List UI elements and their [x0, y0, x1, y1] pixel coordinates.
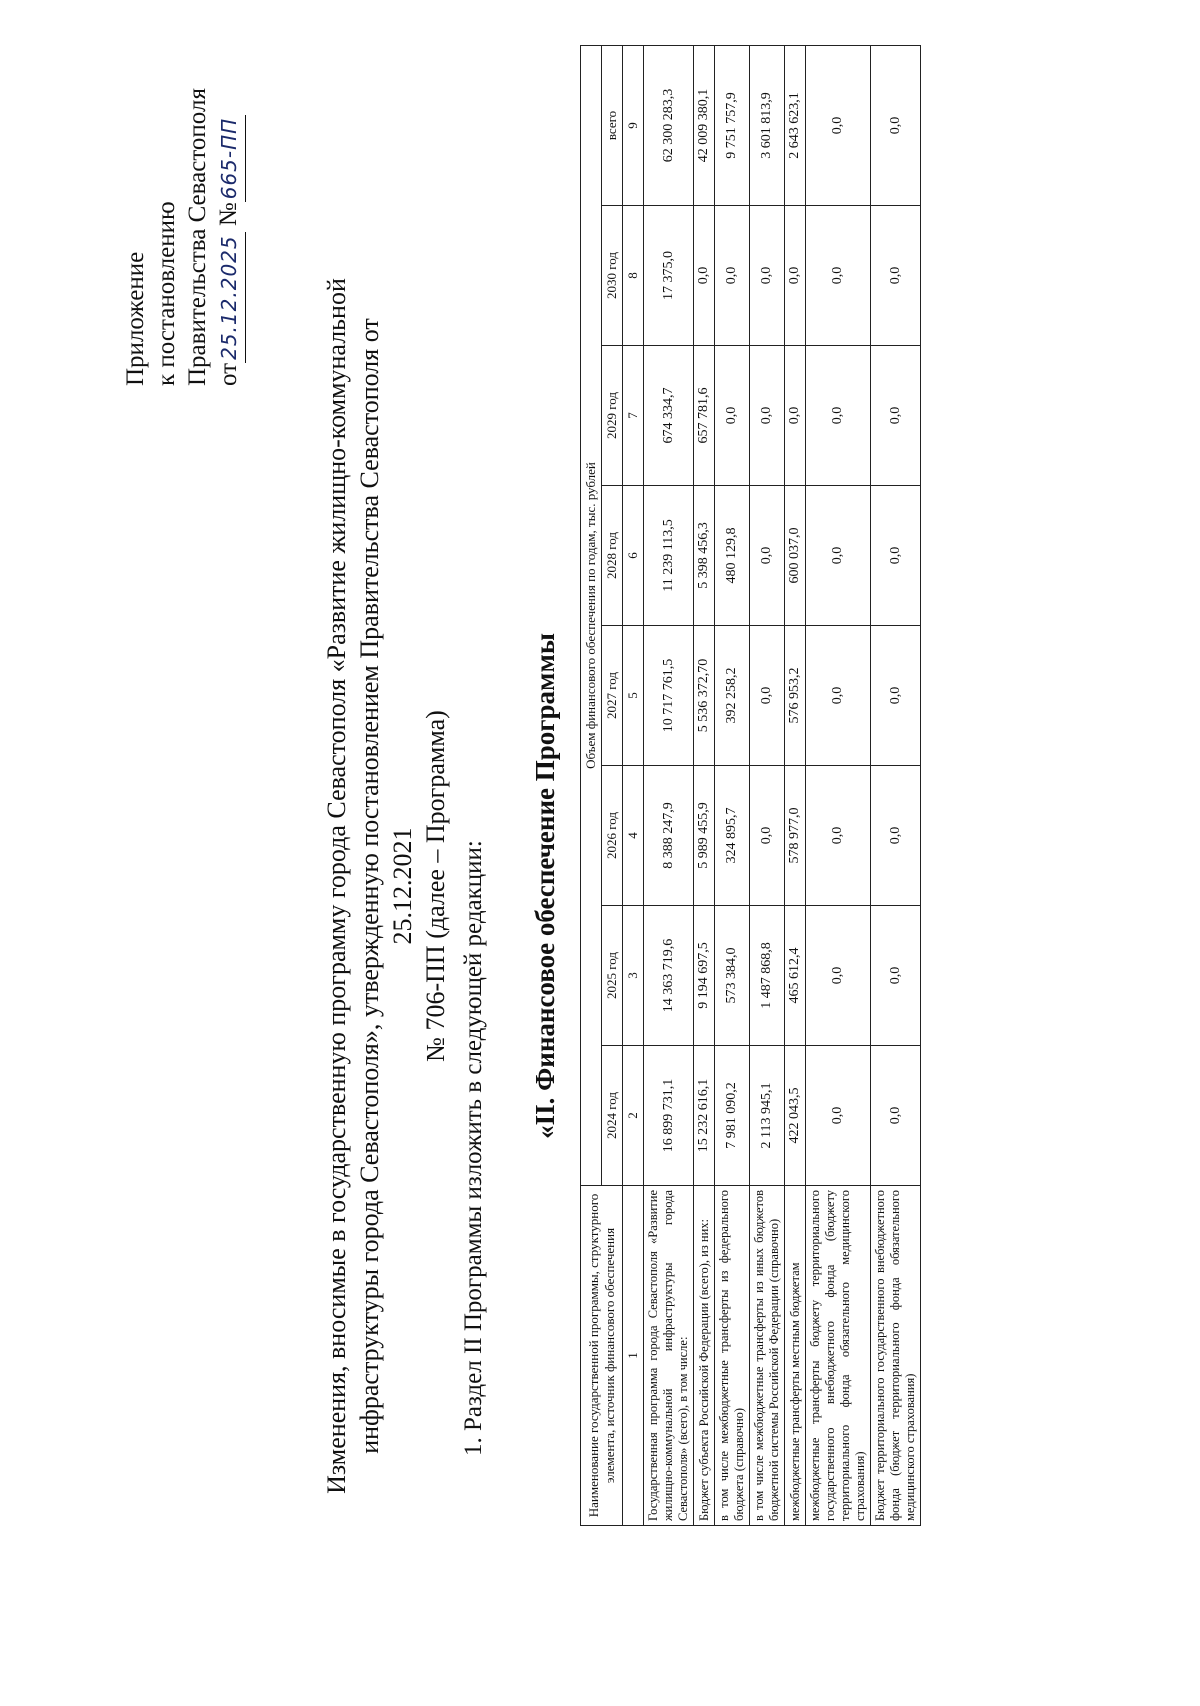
- column-index: 4: [623, 766, 644, 906]
- column-index: 7: [623, 346, 644, 486]
- value-cell: 576 953,2: [785, 626, 806, 766]
- section-title: «II. Финансовое обеспечение Программы: [530, 633, 560, 1139]
- value-cell: 0,0: [806, 766, 871, 906]
- heading-line-3: № 706-ПП (далее – Программа): [421, 710, 450, 1062]
- value-cell: 1 487 868,8: [750, 906, 785, 1046]
- number-prefix: №: [215, 202, 242, 227]
- document-heading: [320, 266, 452, 1506]
- value-cell: 0,0: [806, 1046, 871, 1186]
- amendment-item-1: 1. Раздел II Программы изложить в следующей редакции:: [460, 840, 487, 1456]
- year-header: 2027 год: [602, 626, 623, 766]
- value-cell: 0,0: [806, 626, 871, 766]
- value-cell: 674 334,7: [644, 346, 694, 486]
- total-cell: 0,0: [806, 45, 871, 205]
- value-cell: 11 239 113,5: [644, 486, 694, 626]
- value-cell: 16 899 731,1: [644, 1046, 694, 1186]
- value-cell: 480 129,8: [715, 486, 750, 626]
- value-cell: 422 043,5: [785, 1046, 806, 1186]
- row-source-name: Государственная программа города Севастополя «Развитие жилищно-коммунальной инфраструктуры города Севастополя» (всего), в том числе:: [644, 1186, 694, 1526]
- value-cell: 0,0: [750, 766, 785, 906]
- value-cell: 0,0: [871, 1046, 921, 1186]
- value-cell: 0,0: [871, 206, 921, 346]
- year-header: 2024 год: [602, 1046, 623, 1186]
- value-cell: 578 977,0: [785, 766, 806, 906]
- year-header: 2028 год: [602, 486, 623, 626]
- value-cell: 0,0: [750, 346, 785, 486]
- handwritten-number: 665-ПП: [214, 115, 246, 202]
- row-source-name: межбюджетные трансферты бюджету территориального государственного внебюджетного фонда (бюджету территориального фонда обязательного медицинского страхования): [806, 1186, 871, 1526]
- table-row: [806, 45, 871, 1525]
- column-index: 3: [623, 906, 644, 1046]
- value-cell: 0,0: [871, 626, 921, 766]
- funding-group-header: Объем финансового обеспечения по годам, тыс. рублей: [581, 45, 602, 1185]
- heading-line-2: инфраструктуры города Севастополя», утвержденную постановлением Правительства Севастополя от 25.12.2021: [355, 318, 417, 1454]
- appendix-label: Приложение: [122, 251, 149, 386]
- total-header: всего: [602, 45, 623, 205]
- table-row: [750, 45, 785, 1525]
- value-cell: 0,0: [785, 206, 806, 346]
- value-cell: 10 717 761,5: [644, 626, 694, 766]
- total-cell: 0,0: [871, 45, 921, 205]
- heading-line-1: Изменения, вносимые в государственную программу города Севастополя «Развитие жилищно-коммунальной: [322, 278, 351, 1494]
- value-cell: 15 232 616,1: [694, 1046, 715, 1186]
- appendix-issuer: Правительства Севастополя: [184, 88, 211, 386]
- total-cell: 9 751 757,9: [715, 45, 750, 205]
- total-cell: 42 009 380,1: [694, 45, 715, 205]
- column-index: 1: [623, 1186, 644, 1526]
- table-row: [871, 45, 921, 1525]
- value-cell: 465 612,4: [785, 906, 806, 1046]
- value-cell: 7 981 090,2: [715, 1046, 750, 1186]
- value-cell: 8 388 247,9: [644, 766, 694, 906]
- col-source-header: Наименование государственной программы, структурного элемента, источник финансового обеспечения: [581, 1186, 623, 1526]
- value-cell: 17 375,0: [644, 206, 694, 346]
- value-cell: 0,0: [715, 206, 750, 346]
- column-index: 9: [623, 45, 644, 205]
- header-row-1: [581, 45, 602, 1525]
- value-cell: 0,0: [806, 206, 871, 346]
- financing-table: [580, 45, 921, 1526]
- table-row: [715, 45, 750, 1525]
- value-cell: 0,0: [871, 906, 921, 1046]
- value-cell: 0,0: [750, 626, 785, 766]
- value-cell: 5 398 456,3: [694, 486, 715, 626]
- value-cell: 5 989 455,9: [694, 766, 715, 906]
- value-cell: 14 363 719,6: [644, 906, 694, 1046]
- value-cell: 0,0: [806, 906, 871, 1046]
- value-cell: 324 895,7: [715, 766, 750, 906]
- appendix-to-decree: к постановлению: [153, 201, 180, 386]
- value-cell: 9 194 697,5: [694, 906, 715, 1046]
- table-row: [694, 45, 715, 1525]
- value-cell: 0,0: [785, 346, 806, 486]
- table-row: [785, 45, 806, 1525]
- appendix-date-line: [213, 26, 246, 386]
- value-cell: 392 258,2: [715, 626, 750, 766]
- column-index: 8: [623, 206, 644, 346]
- appendix-block: [120, 26, 246, 386]
- column-index: 5: [623, 626, 644, 766]
- value-cell: 0,0: [750, 486, 785, 626]
- value-cell: 0,0: [806, 486, 871, 626]
- value-cell: 5 536 372,70: [694, 626, 715, 766]
- value-cell: 0,0: [694, 206, 715, 346]
- year-header: 2029 год: [602, 346, 623, 486]
- total-cell: 62 300 283,3: [644, 45, 694, 205]
- total-cell: 3 601 813,9: [750, 45, 785, 205]
- value-cell: 0,0: [871, 346, 921, 486]
- year-header: 2026 год: [602, 766, 623, 906]
- row-source-name: в том числе межбюджетные трансферты из федерального бюджета (справочно): [715, 1186, 750, 1526]
- date-prefix: от: [215, 362, 242, 386]
- year-header: 2025 год: [602, 906, 623, 1046]
- row-source-name: в том числе межбюджетные трансферты из иных бюджетов бюджетной системы Российской Федерации (справочно): [750, 1186, 785, 1526]
- total-cell: 2 643 623,1: [785, 45, 806, 205]
- value-cell: 600 037,0: [785, 486, 806, 626]
- row-source-name: межбюджетные трансферты местным бюджетам: [785, 1186, 806, 1526]
- row-source-name: Бюджет территориального государственного внебюджетного фонда (бюджет территориального фонда обязательного медицинского страхования): [871, 1186, 921, 1526]
- value-cell: 2 113 945,1: [750, 1046, 785, 1186]
- value-cell: 0,0: [715, 346, 750, 486]
- year-header: 2030 год: [602, 206, 623, 346]
- column-index: 2: [623, 1046, 644, 1186]
- header-row-index: [623, 45, 644, 1525]
- table-row: [644, 45, 694, 1525]
- value-cell: 657 781,6: [694, 346, 715, 486]
- value-cell: 0,0: [806, 346, 871, 486]
- column-index: 6: [623, 486, 644, 626]
- handwritten-date: 25.12.2025: [214, 232, 246, 363]
- value-cell: 0,0: [871, 486, 921, 626]
- row-source-name: Бюджет субъекта Российской Федерации (всего), из них:: [694, 1186, 715, 1526]
- value-cell: 573 384,0: [715, 906, 750, 1046]
- value-cell: 0,0: [750, 206, 785, 346]
- value-cell: 0,0: [871, 766, 921, 906]
